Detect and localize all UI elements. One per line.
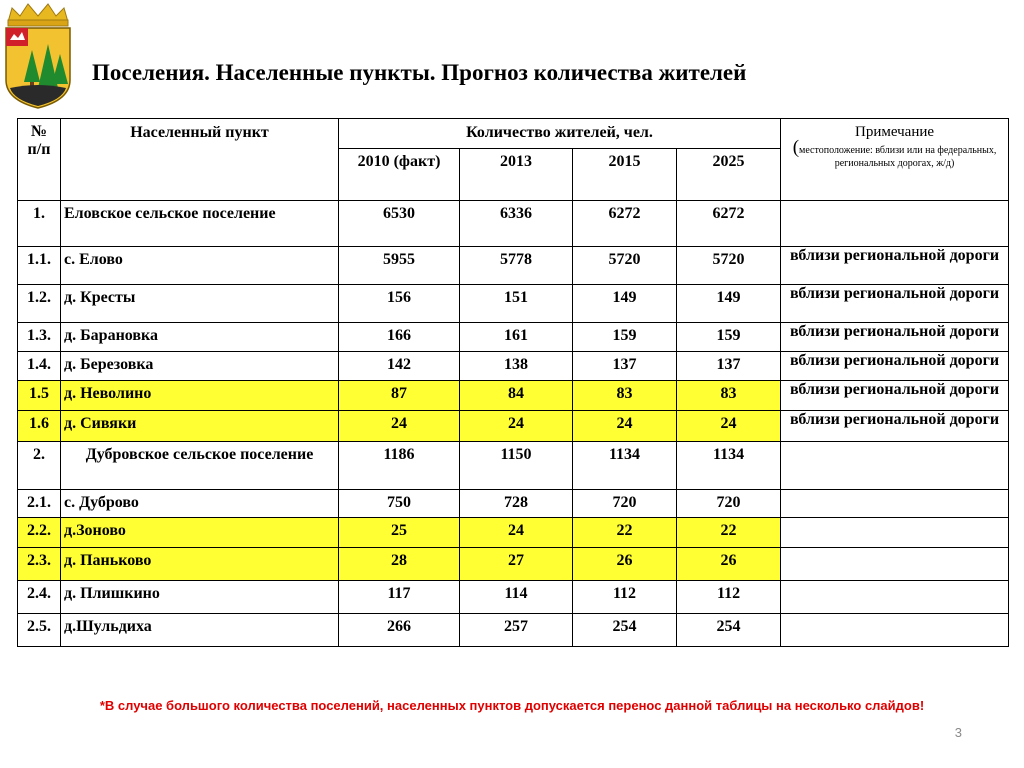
row-number: 2. — [18, 442, 61, 490]
row-place-name: д. Березовка — [61, 352, 339, 381]
row-place-name: д. Кресты — [61, 285, 339, 323]
note-subtitle-text: местоположение: вблизи или на федеральных, региональных дорогах, ж/д) — [799, 145, 997, 169]
table-row — [18, 381, 1009, 411]
row-note: вблизи региональной дороги — [781, 352, 1009, 381]
row-value-2013: 138 — [460, 352, 573, 381]
row-value-2025: 5720 — [677, 247, 781, 285]
row-note — [781, 442, 1009, 490]
row-value-2025: 1134 — [677, 442, 781, 490]
note-paren: ( — [792, 137, 800, 158]
column-header-note — [781, 119, 1009, 201]
row-value-2010: 750 — [339, 490, 460, 518]
row-number: 1.6 — [18, 411, 61, 442]
row-value-2025: 112 — [677, 581, 781, 614]
row-value-2010: 142 — [339, 352, 460, 381]
row-value-2013: 5778 — [460, 247, 573, 285]
row-place-name: д. Сивяки — [61, 411, 339, 442]
row-value-2010: 5955 — [339, 247, 460, 285]
row-value-2013: 114 — [460, 581, 573, 614]
row-place-name: д. Паньково — [61, 548, 339, 581]
table-row — [18, 548, 1009, 581]
row-value-2015: 22 — [573, 518, 677, 548]
row-value-2015: 26 — [573, 548, 677, 581]
row-value-2013: 84 — [460, 381, 573, 411]
row-note: вблизи региональной дороги — [781, 247, 1009, 285]
row-number: 1.4. — [18, 352, 61, 381]
row-number: 2.5. — [18, 614, 61, 647]
row-place-name: Еловское сельское поселение — [61, 201, 339, 247]
table-row — [18, 442, 1009, 490]
page-title: Поселения. Населенные пункты. Прогноз количества жителей — [92, 60, 747, 85]
row-value-2010: 87 — [339, 381, 460, 411]
row-value-2010: 266 — [339, 614, 460, 647]
row-note: вблизи региональной дороги — [781, 285, 1009, 323]
table-row — [18, 201, 1009, 247]
row-number: 1.5 — [18, 381, 61, 411]
coat-of-arms-icon — [0, 0, 76, 110]
row-value-2013: 161 — [460, 323, 573, 352]
row-value-2025: 137 — [677, 352, 781, 381]
table-row — [18, 285, 1009, 323]
row-note — [781, 518, 1009, 548]
row-place-name: д.Зоново — [61, 518, 339, 548]
note-subtitle — [784, 137, 1005, 170]
row-value-2025: 720 — [677, 490, 781, 518]
row-value-2015: 83 — [573, 381, 677, 411]
table-row — [18, 323, 1009, 352]
row-value-2013: 24 — [460, 411, 573, 442]
row-value-2015: 149 — [573, 285, 677, 323]
row-note: вблизи региональной дороги — [781, 381, 1009, 411]
year-2013: 2013 — [460, 149, 573, 201]
column-header-population: Количество жителей, чел. — [339, 119, 781, 149]
row-value-2025: 26 — [677, 548, 781, 581]
row-note: вблизи региональной дороги — [781, 323, 1009, 352]
row-number: 1.1. — [18, 247, 61, 285]
footnote: *В случае большого количества поселений, населенных пунктов допускается перенос данной таблицы на несколько слайдов! — [99, 698, 925, 713]
row-value-2015: 254 — [573, 614, 677, 647]
row-value-2015: 137 — [573, 352, 677, 381]
row-value-2013: 151 — [460, 285, 573, 323]
row-value-2015: 720 — [573, 490, 677, 518]
row-note: вблизи региональной дороги — [781, 411, 1009, 442]
row-value-2010: 25 — [339, 518, 460, 548]
row-number: 1.3. — [18, 323, 61, 352]
row-note — [781, 490, 1009, 518]
row-value-2025: 159 — [677, 323, 781, 352]
row-place-name: с. Елово — [61, 247, 339, 285]
row-value-2025: 6272 — [677, 201, 781, 247]
row-value-2015: 1134 — [573, 442, 677, 490]
row-value-2013: 257 — [460, 614, 573, 647]
row-value-2025: 254 — [677, 614, 781, 647]
row-value-2025: 149 — [677, 285, 781, 323]
table-row — [18, 490, 1009, 518]
year-2010: 2010 (факт) — [339, 149, 460, 201]
column-header-number-line2: п/п — [27, 141, 51, 158]
row-number: 1. — [18, 201, 61, 247]
row-number: 2.2. — [18, 518, 61, 548]
row-note — [781, 548, 1009, 581]
column-header-place: Населенный пункт — [61, 119, 339, 201]
row-number: 2.4. — [18, 581, 61, 614]
row-value-2015: 112 — [573, 581, 677, 614]
row-value-2015: 159 — [573, 323, 677, 352]
row-value-2010: 28 — [339, 548, 460, 581]
row-value-2010: 1186 — [339, 442, 460, 490]
row-note — [781, 614, 1009, 647]
row-value-2013: 27 — [460, 548, 573, 581]
row-value-2010: 166 — [339, 323, 460, 352]
row-place-name: с. Дуброво — [61, 490, 339, 518]
row-number: 2.1. — [18, 490, 61, 518]
row-value-2015: 24 — [573, 411, 677, 442]
table-row — [18, 352, 1009, 381]
row-value-2025: 83 — [677, 381, 781, 411]
row-place-name: д. Неволино — [61, 381, 339, 411]
row-value-2010: 156 — [339, 285, 460, 323]
page-number: 3 — [954, 725, 962, 740]
year-2015: 2015 — [573, 149, 677, 201]
column-header-number-line1: № — [30, 123, 48, 140]
table-row — [18, 614, 1009, 647]
row-value-2010: 6530 — [339, 201, 460, 247]
row-number: 2.3. — [18, 548, 61, 581]
column-header-number — [18, 119, 61, 201]
table-row — [18, 581, 1009, 614]
row-value-2013: 728 — [460, 490, 573, 518]
note-title: Примечание — [855, 124, 935, 140]
population-table — [17, 118, 1009, 647]
row-value-2015: 5720 — [573, 247, 677, 285]
row-value-2025: 24 — [677, 411, 781, 442]
row-note — [781, 581, 1009, 614]
row-place-name: Дубровское сельское поселение — [61, 442, 339, 490]
row-place-name: д. Плишкино — [61, 581, 339, 614]
row-note — [781, 201, 1009, 247]
row-value-2013: 6336 — [460, 201, 573, 247]
row-value-2010: 24 — [339, 411, 460, 442]
row-value-2013: 24 — [460, 518, 573, 548]
row-value-2010: 117 — [339, 581, 460, 614]
row-value-2013: 1150 — [460, 442, 573, 490]
row-value-2015: 6272 — [573, 201, 677, 247]
row-place-name: д. Барановка — [61, 323, 339, 352]
table-row — [18, 411, 1009, 442]
table-row — [18, 518, 1009, 548]
table-row — [18, 247, 1009, 285]
year-2025: 2025 — [677, 149, 781, 201]
table-header-row — [18, 119, 1009, 149]
row-number: 1.2. — [18, 285, 61, 323]
row-value-2025: 22 — [677, 518, 781, 548]
row-place-name: д.Шульдиха — [61, 614, 339, 647]
